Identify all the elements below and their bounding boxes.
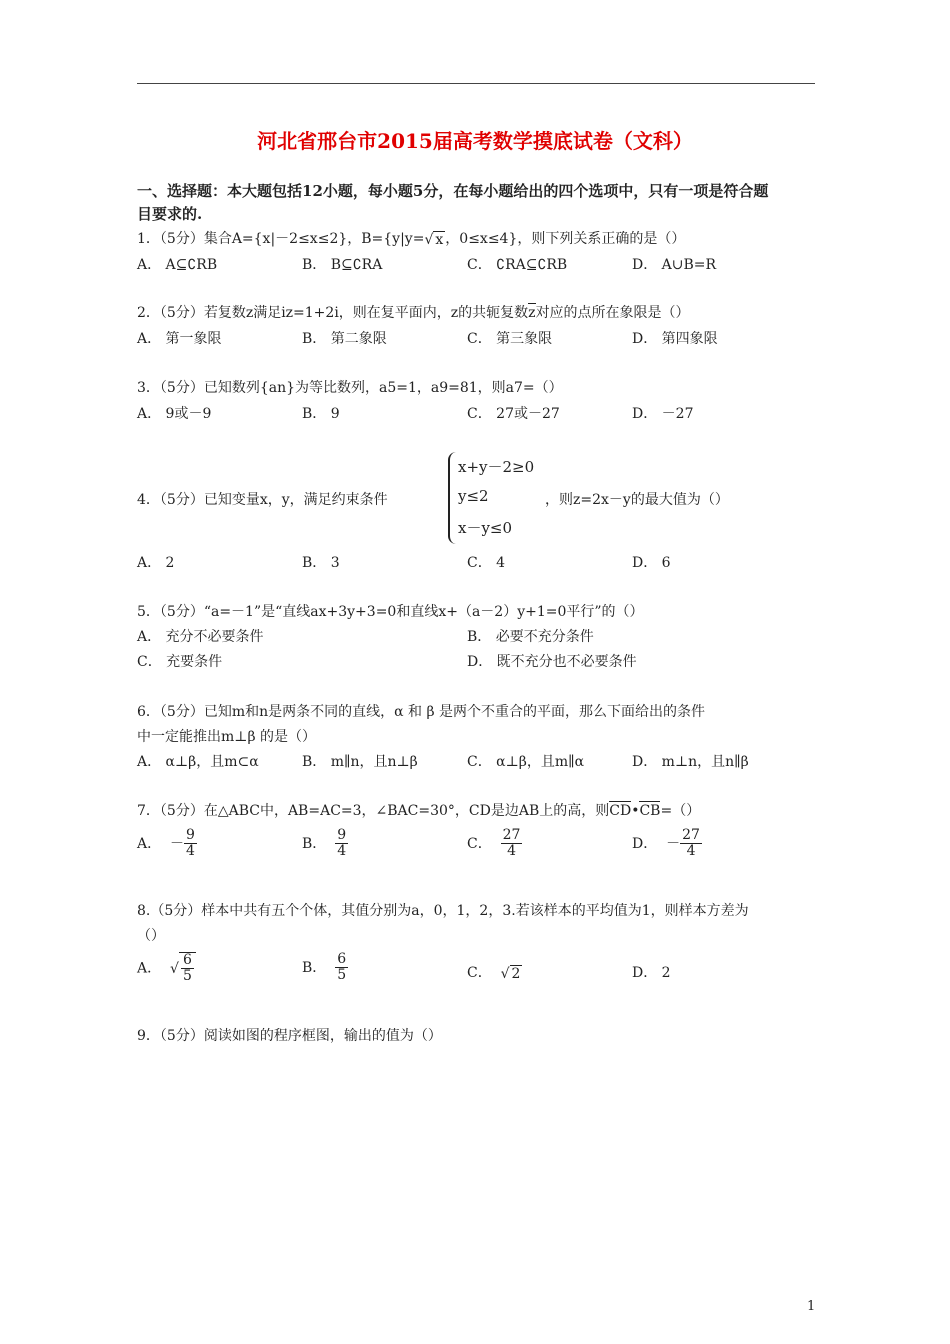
question-1-option-c: C． ∁RA⊆∁RB bbox=[467, 257, 568, 273]
question-3-option-b: B． 9 bbox=[302, 406, 340, 422]
vector-cb: CB bbox=[639, 803, 661, 819]
question-7-option-c: C． $\frac{27}{4}$ bbox=[467, 827, 521, 860]
constraint-2: y≤2 bbox=[458, 487, 489, 505]
question-8-stem-line1: 8.（5分）样本中共有五个个体，其值分别为a，0，1，2，3.若该样本的平均值为1，则样本方差为 bbox=[137, 903, 749, 919]
question-4-option-d: D． 6 bbox=[632, 555, 671, 571]
vector-cd: CD bbox=[609, 803, 632, 819]
question-5-option-a: A． 充分不必要条件 bbox=[137, 629, 264, 645]
question-2-option-b: B． 第二象限 bbox=[302, 331, 387, 347]
page-number: 1 bbox=[807, 1299, 816, 1314]
section-heading-line1: 一、选择题：本大题包括12小题，每小题5分，在每小题给出的四个选项中，只有一项是符合题 bbox=[137, 182, 769, 200]
question-4-stem-a: 4．（5分）已知变量x，y，满足约束条件 bbox=[137, 492, 388, 508]
question-8-stem-line2: （） bbox=[137, 928, 165, 944]
question-3-option-d: D． －27 bbox=[632, 406, 694, 422]
fraction: $\frac{27}{4}$ bbox=[682, 827, 700, 860]
question-2-option-c: C． 第三象限 bbox=[467, 331, 553, 347]
question-8-option-d: D． 2 bbox=[632, 965, 671, 981]
sqrt-fraction: √ $\frac{6}{5}$ bbox=[170, 952, 196, 985]
question-1-option-b: B． B⊆∁RA bbox=[302, 257, 383, 273]
sqrt-2: √ 2 bbox=[500, 965, 521, 982]
question-8-option-a: A． √ $\frac{6}{5}$ bbox=[137, 952, 196, 985]
question-6-option-b: B． m∥n，且n⊥β bbox=[302, 754, 418, 770]
question-1-option-a: A． A⊆∁RB bbox=[137, 257, 218, 273]
question-4-option-b: B． 3 bbox=[302, 555, 340, 571]
question-4-stem-b: ，则z=2x－y的最大值为（） bbox=[545, 492, 729, 508]
question-2-option-a: A． 第一象限 bbox=[137, 331, 222, 347]
question-4-option-a: A． 2 bbox=[137, 555, 175, 571]
fraction: $\frac{9}{4}$ bbox=[186, 827, 195, 860]
question-3-option-a: A． 9或－9 bbox=[137, 406, 212, 422]
section-heading-line2: 目要求的. bbox=[137, 205, 203, 223]
conjugate-z: z bbox=[528, 305, 536, 321]
question-8-option-c: C． √ 2 bbox=[467, 965, 521, 982]
question-6-stem-line1: 6．（5分）已知m和n是两条不同的直线，α 和 β 是两个不重合的平面，那么下面给出的条件 bbox=[137, 704, 706, 720]
question-2-option-d: D． 第四象限 bbox=[632, 331, 718, 347]
question-6-option-d: D． m⊥n，且n∥β bbox=[632, 754, 749, 770]
header-rule bbox=[137, 83, 815, 84]
sqrt-x: √ x bbox=[424, 231, 444, 248]
question-5-option-b: B． 必要不充分条件 bbox=[467, 629, 594, 645]
question-7-stem: 7．（5分）在△ABC中，AB=AC=3，∠BAC=30°，CD是边AB上的高，则CD•CB=（） bbox=[137, 803, 701, 819]
page-title: 河北省邢台市2015届高考数学摸底试卷（文科） bbox=[257, 129, 693, 153]
question-1-stem: 1．（5分）集合A={x|－2≤x≤2}，B={y|y=√ x ，0≤x≤4}，则下列关系正确的是（） bbox=[137, 231, 686, 248]
question-7-option-d: D． － $\frac{27}{4}$ bbox=[632, 827, 700, 860]
question-5-stem: 5．（5分）“a=－1”是“直线ax+3y+3=0和直线x+（a－2）y+1=0平行”的（） bbox=[137, 604, 644, 620]
question-6-option-a: A． α⊥β，且m⊂α bbox=[137, 754, 259, 770]
fraction: $\frac{9}{4}$ bbox=[337, 827, 347, 860]
question-6-option-c: C． α⊥β，且m∥α bbox=[467, 754, 585, 770]
question-5-option-c: C． 充要条件 bbox=[137, 654, 223, 670]
constraint-system bbox=[448, 452, 545, 544]
question-5-option-d: D． 既不充分也不必要条件 bbox=[467, 654, 637, 670]
question-1-option-d: D． A∪B=R bbox=[632, 257, 717, 273]
question-9-stem: 9．（5分）阅读如图的程序框图，输出的值为（） bbox=[137, 1028, 442, 1044]
constraint-3: x－y≤0 bbox=[458, 519, 513, 537]
fraction: $\frac{27}{4}$ bbox=[502, 827, 521, 860]
question-2-stem: 2．（5分）若复数z满足iz=1+2i，则在复平面内，z的共轭复数z对应的点所在象限是（） bbox=[137, 305, 690, 321]
question-4-option-c: C． 4 bbox=[467, 555, 506, 571]
question-6-stem-line2: 中一定能推出m⊥β 的是（） bbox=[137, 729, 316, 745]
question-8-option-b: B． $\frac{6}{5}$ bbox=[302, 951, 347, 984]
constraint-1: x+y－2≥0 bbox=[458, 458, 535, 476]
question-3-option-c: C． 27或－27 bbox=[467, 406, 560, 422]
question-7-option-b: B． $\frac{9}{4}$ bbox=[302, 827, 347, 860]
fraction: $\frac{6}{5}$ bbox=[337, 951, 347, 984]
question-7-option-a: A． － $\frac{9}{4}$ bbox=[137, 827, 195, 860]
question-3-stem: 3．（5分）已知数列{an}为等比数列，a5=1，a9=81，则a7=（） bbox=[137, 380, 563, 396]
